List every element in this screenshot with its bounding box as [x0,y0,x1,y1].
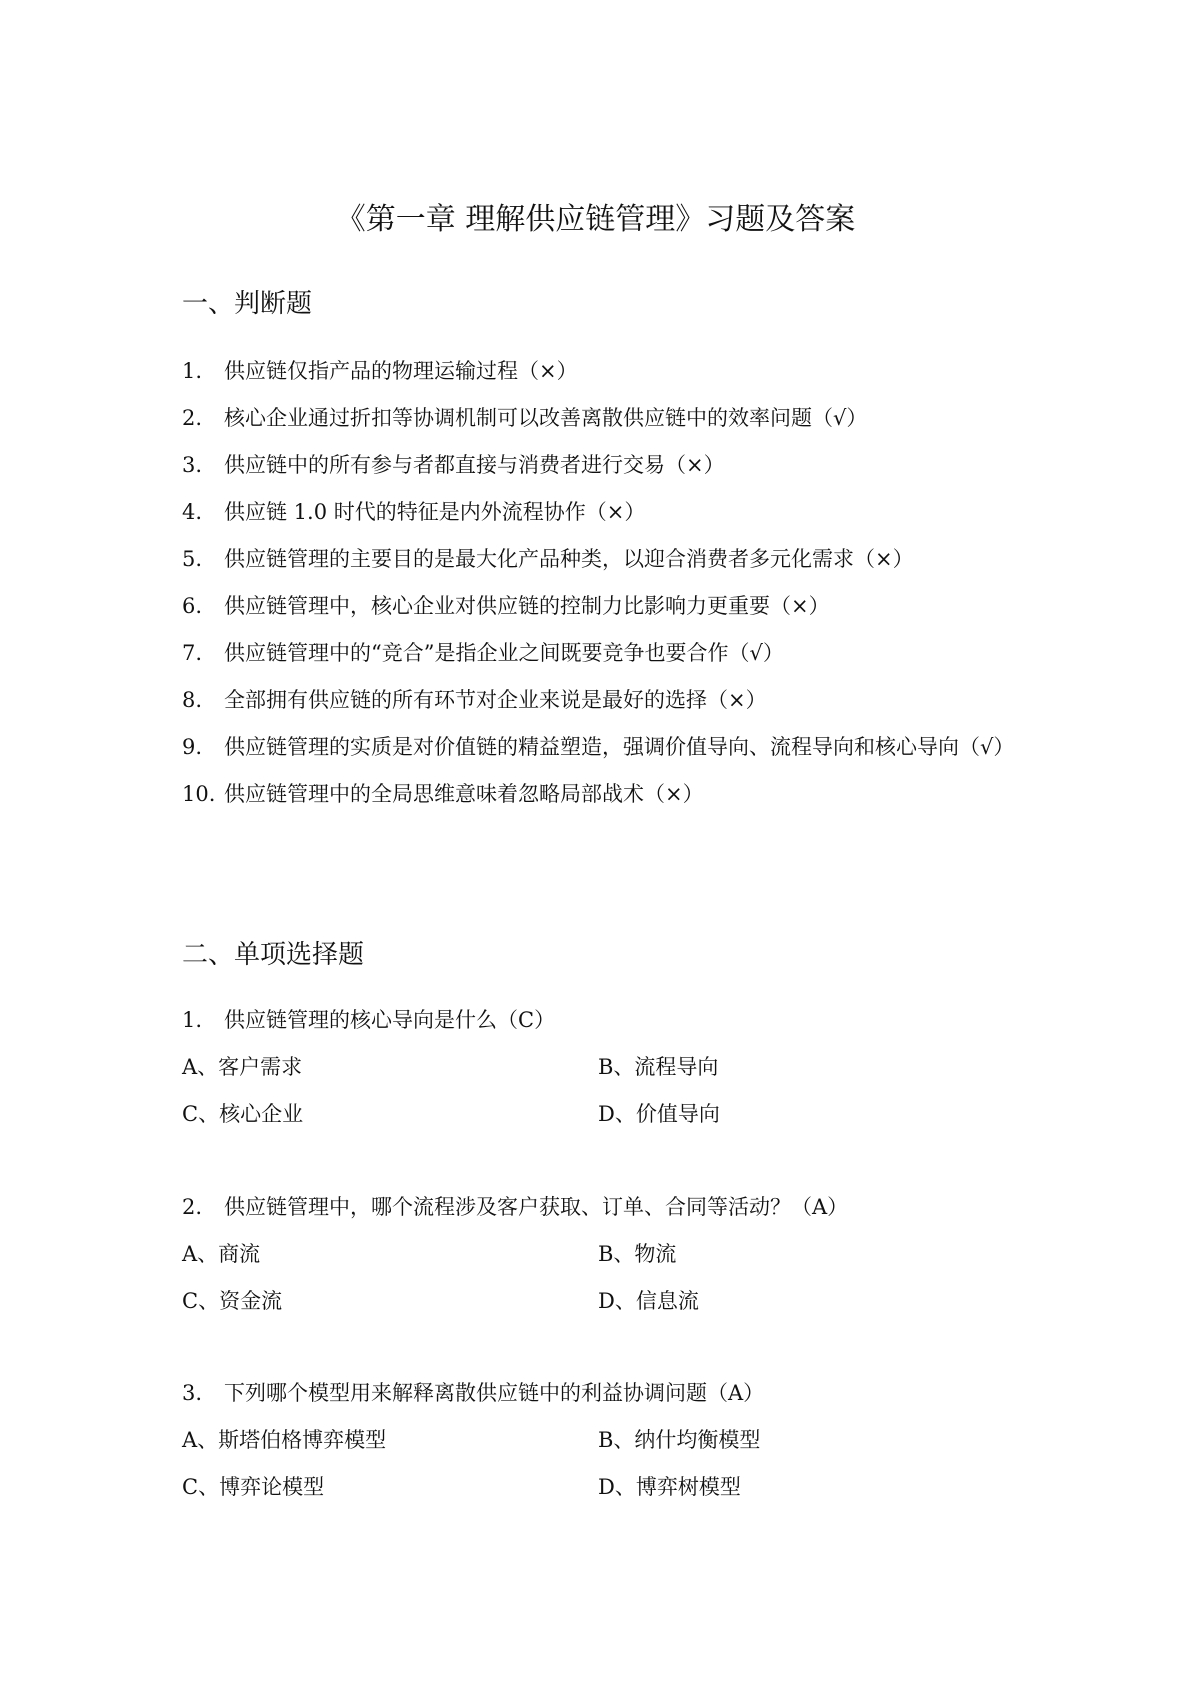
question-stem [182,997,1042,1044]
multiple-choice-question [182,1184,1042,1325]
item-number: 2. [182,406,203,430]
item-text: 供应链管理中的“竞合”是指企业之间既要竞争也要合作（√） [224,641,784,665]
true-false-item [182,583,1042,630]
question-number: 3. [182,1381,203,1405]
multiple-choice-question [182,997,1042,1138]
option-a: A、商流 [182,1242,261,1266]
item-text: 核心企业通过折扣等协调机制可以改善离散供应链中的效率问题（√） [224,406,868,430]
answer-options [182,1231,1042,1325]
option-c: C、博弈论模型 [182,1475,325,1499]
question-stem [182,1184,1042,1231]
true-false-item [182,724,1042,771]
option-b: B、物流 [598,1242,677,1266]
question-stem [182,1370,1042,1417]
option-d: D、博弈树模型 [598,1475,741,1499]
section-heading-multiple-choice: 二、单项选择题 [182,940,365,970]
item-number: 10. [182,782,216,806]
true-false-list [182,348,1042,818]
true-false-item [182,677,1042,724]
option-b: B、流程导向 [598,1055,719,1079]
option-d: D、价值导向 [598,1102,720,1126]
multiple-choice-question [182,1370,1042,1511]
item-text: 供应链仅指产品的物理运输过程（×） [224,359,578,383]
item-text: 供应链 1.0 时代的特征是内外流程协作（×） [224,500,646,524]
item-number: 5. [182,547,203,571]
item-number: 4. [182,500,203,524]
option-d: D、信息流 [598,1289,699,1313]
true-false-item [182,489,1042,536]
true-false-item [182,771,1042,818]
option-a: A、斯塔伯格博弈模型 [182,1428,387,1452]
option-c: C、核心企业 [182,1102,304,1126]
answer-options [182,1417,1042,1511]
item-number: 6. [182,594,203,618]
item-text: 供应链管理的主要目的是最大化产品种类，以迎合消费者多元化需求（×） [224,547,914,571]
answer-options [182,1044,1042,1138]
true-false-item [182,442,1042,489]
option-a: A、客户需求 [182,1055,303,1079]
item-number: 9. [182,735,203,759]
item-text: 全部拥有供应链的所有环节对企业来说是最好的选择（×） [224,688,767,712]
true-false-item [182,395,1042,442]
true-false-item [182,630,1042,677]
question-text: 供应链管理中，哪个流程涉及客户获取、订单、合同等活动？（A） [224,1195,849,1219]
section-heading-true-false: 一、判断题 [182,289,313,319]
item-text: 供应链管理的实质是对价值链的精益塑造，强调价值导向、流程导向和核心导向（√） [224,735,1015,759]
item-number: 7. [182,641,203,665]
question-text: 供应链管理的核心导向是什么（C） [224,1008,556,1032]
item-number: 1. [182,359,203,383]
question-number: 2. [182,1195,203,1219]
item-number: 3. [182,453,203,477]
item-text: 供应链管理中，核心企业对供应链的控制力比影响力更重要（×） [224,594,830,618]
item-text: 供应链管理中的全局思维意味着忽略局部战术（×） [224,782,704,806]
question-number: 1. [182,1008,203,1032]
item-number: 8. [182,688,203,712]
true-false-item [182,348,1042,395]
true-false-item [182,536,1042,583]
question-text: 下列哪个模型用来解释离散供应链中的利益协调问题（A） [224,1381,765,1405]
option-b: B、纳什均衡模型 [598,1428,761,1452]
document-title: 《第一章 理解供应链管理》习题及答案 [335,202,856,237]
item-text: 供应链中的所有参与者都直接与消费者进行交易（×） [224,453,725,477]
option-c: C、资金流 [182,1289,283,1313]
